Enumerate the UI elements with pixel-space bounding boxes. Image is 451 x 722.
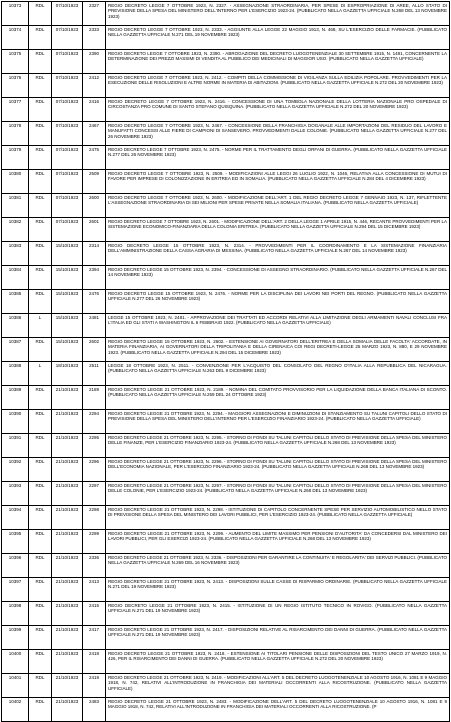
decree-code: 2483 — [83, 698, 106, 722]
decree-number: 10399 — [2, 626, 29, 650]
decree-description: REGIO DECRETO LEGGE 21 OTTOBRE 1923, N. 2417. - DISPOSIZIONI RELATIVE AL RISARCIMENTO DEI DANNI DI GUERRA. (PUBBLICATO NELLA GAZZETTA UFFICIALE N.271 DEL 19 NOVEMBRE 1923) — [106, 626, 450, 650]
decree-code: 2390 — [83, 50, 106, 74]
decree-number: 10382 — [2, 218, 29, 242]
decree-type: RDL — [29, 50, 52, 74]
decree-code: 2294 — [83, 410, 106, 434]
decree-description: REGIO DECRETO LEGGE 21 OTTOBRE 1923, N. 2336. - DISPOSIZIONI PER GARANTIRE LA CONTINUITA' E REGOLARITA' DEI SERVIZI PUBBLICI. (PUBBLICATO NELLA GAZZETTA UFFICIALE N.269 DEL 16 NOVEMBRE 1923) — [106, 554, 450, 578]
decree-description: REGIO DECRETO LEGGE 21 OTTOBRE 1923, N. 2294. - MAGGIORI ASSEGNAZIONI E DIMINUZIONI DI STANZIAMENTO SU TALUNI CAPITOLI DELLO STATO DI PREVISIONE DELLA SPESA DEL MINISTERO DELL'INTERNO PER L'ESERCIZIO FINANZIARIO 1923-24. (PUBBLICATO NELLA GAZZETTA UFFICIALE) — [106, 410, 450, 434]
decree-number: 10379 — [2, 146, 29, 170]
decree-type: RDL — [29, 530, 52, 554]
decree-number: 10402 — [2, 698, 29, 722]
decree-date: 21/10/1923 — [52, 482, 83, 506]
decree-code: 2298 — [83, 506, 106, 530]
decree-description: REGIO DECRETO LEGGE 7 OTTOBRE 1923, N. 2333. - AGGIUNTE ALLA LEGGE 22 MAGGIO 1913, N. 468, SU L'ESERCIZIO DELLE FARMACIE. (PUBBLICATO NELLA GAZZETTA UFFICIALE N.271 DEL 19 NOVEMBRE 1923) — [106, 26, 450, 50]
decree-type: RDL — [29, 74, 52, 98]
decree-code: 2394 — [83, 266, 106, 290]
decree-code: 2419 — [83, 674, 106, 698]
table-row — [2, 194, 450, 218]
table-row — [2, 554, 450, 578]
decree-type: L — [29, 314, 52, 338]
decree-type: RDL — [29, 26, 52, 50]
decree-date: 21/10/1923 — [52, 506, 83, 530]
decree-type: RDL — [29, 98, 52, 122]
table-row — [2, 242, 450, 266]
table-row — [2, 146, 450, 170]
decree-date: 21/10/1923 — [52, 458, 83, 482]
decree-type: RDL — [29, 338, 52, 362]
decree-code: 2481 — [83, 314, 106, 338]
decree-date: 21/10/1923 — [52, 602, 83, 626]
decree-type: RDL — [29, 626, 52, 650]
decree-number: 10373 — [2, 2, 29, 26]
decree-date: 21/10/1923 — [52, 410, 83, 434]
table-row — [2, 2, 450, 26]
decree-type: RDL — [29, 410, 52, 434]
decree-description: REGIO DECRETO LEGGE 15 OTTOBRE 1923, N. 2394. - CONCESSIONE DI ASSEGNO STRAORDINARIO. (PUBBLICATO NELLA GAZZETTA UFFICIALE N.267 DEL 14 NOVEMBRE 1923) — [106, 266, 450, 290]
decree-code: 2601 — [83, 218, 106, 242]
decree-description: LEGGE 18 OTTOBRE 1923, N. 2511. - CONVENZIONE PER L'ACQUISTO DEL CONSOLATO DEL REGNO D'ITALIA ALLA REPUBBLICA DEL NICARAGUA. (PUBBLICATO NELLA GAZZETTA UFFICIALE N.263 DEL 9 DICEMBRE 1923) — [106, 362, 450, 386]
table-row — [2, 98, 450, 122]
decree-description: REGIO DECRETO LEGGE 21 OTTOBRE 1923, N. 2298. - ISTITUZIONE DI CAPITOLO CONCERNENTE SPESE PER SERVIZIO AUTOMOBILISTICO NELLO STATO DI PREVISIONE DELLA SPESA DEL MINISTERO DEI LAVORI PUBBLICI, PER L'ESERCIZIO 1923-24. (PUBBLICATO NELLA GAZZETTA UFFICIALE) — [106, 506, 450, 530]
decree-number: 10383 — [2, 242, 29, 266]
decree-code: 2416 — [83, 98, 106, 122]
decree-code: 2417 — [83, 626, 106, 650]
decree-number: 10400 — [2, 650, 29, 674]
decree-date: 07/10/1923 — [52, 26, 83, 50]
decree-type: RDL — [29, 554, 52, 578]
decree-description: REGIO DECRETO LEGGE 7 OTTOBRE 1923, N. 2390. - ABROGAZIONE DEL DECRETO LUOGOTENENZIALE 30 SETTEMBRE 1915, N. 1481, CONCERNENTE LA DETERMINAZIONE DEI PREZZI MASSIMI DI VENDITA AL PUBBLICO DEI MEDICINALI DI MAGGIOR USO. (PUBBLICATO NELLA GAZZETTA UFFICIALE) — [106, 50, 450, 74]
decree-code: 2299 — [83, 530, 106, 554]
table-row — [2, 506, 450, 530]
decree-description: REGIO DECRETO LEGGE 21 OTTOBRE 1923, N. 2483. - MODIFICAZIONE DELL'ART. 5 DEL DECRETO LUOGOTENENZIALE 10 AGOSTO 1916, N. 1081 E 9 MAGGIO 1918, N. 742, RELATIVI ALL'INTRODUZIONE IN FRANCHIGIA DEI MATERIALI OCCORRENTI ALLA RICOSTRUZIONE. (P — [106, 698, 450, 722]
table-row — [2, 410, 450, 434]
decree-type: RDL — [29, 434, 52, 458]
decree-date: 07/10/1923 — [52, 2, 83, 26]
table-row — [2, 362, 450, 386]
decree-date: 07/10/1923 — [52, 170, 83, 194]
decree-number: 10389 — [2, 386, 29, 410]
decree-code: 2297 — [83, 482, 106, 506]
decree-code: 2336 — [83, 554, 106, 578]
decree-description: REGIO DECRETO LEGGE 15 OTTOBRE 1923, N. 2476. - NORME PER LA DISCIPLINA DEI LAVORI NEI PORTI DEL REGNO. (PUBBLICATO NELLA GAZZETTA UFFICIALE N.277 DEL 26 NOVEMBRE 1923) — [106, 290, 450, 314]
table-row — [2, 482, 450, 506]
decree-number: 10395 — [2, 530, 29, 554]
table-row — [2, 458, 450, 482]
table-row — [2, 314, 450, 338]
decree-date: 07/10/1923 — [52, 146, 83, 170]
decree-number: 10396 — [2, 554, 29, 578]
decree-code: 2314 — [83, 242, 106, 266]
decree-type: RDL — [29, 578, 52, 602]
decree-date: 07/10/1923 — [52, 74, 83, 98]
decree-number: 10377 — [2, 98, 29, 122]
decree-code: 2333 — [83, 26, 106, 50]
decree-number: 10374 — [2, 26, 29, 50]
table-row — [2, 578, 450, 602]
decree-number: 10391 — [2, 434, 29, 458]
decree-date: 21/10/1923 — [52, 626, 83, 650]
decree-type: RDL — [29, 482, 52, 506]
decree-type: RDL — [29, 506, 52, 530]
decree-number: 10375 — [2, 50, 29, 74]
table-row — [2, 530, 450, 554]
decree-description: REGIO DECRETO LEGGE 21 OTTOBRE 1923, N. 2415. - ISTITUZIONE DI UN REGIO ISTITUTO TECNICO IN ROVIGO. (PUBBLICATO NELLA GAZZETTA UFFICIALE N.271 DEL 19 NOVEMBRE 1923) — [106, 602, 450, 626]
decree-type: RDL — [29, 146, 52, 170]
decree-description: REGIO DECRETO LEGGE 21 OTTOBRE 1923, N. 2189. - NOMINA DEL COMITATO PROVVISORIO PER LA LIQUIDAZIONE DELLA BANCA ITALIANA DI SCONTO. (PUBBLICATO NELLA GAZZETTA UFFICIALE N.259 DEL 24 OTTOBRE 1923) — [106, 386, 450, 410]
decree-description: REGIO DECRETO LEGGE 21 OTTOBRE 1923, N. 2297. - STORNO DI FONDI SU TALUNI CAPITOLI DELLO STATO DI PREVISIONE DELLA SPESA DEL MINISTERO DELLE COLONIE, PER L'ESERCIZIO 1923-24. (PUBBLICATO NELLA GAZZETTA UFFICIALE N.268 DEL 13 NOVEMBRE 1923) — [106, 482, 450, 506]
decree-number: 10381 — [2, 194, 29, 218]
decree-code: 2413 — [83, 578, 106, 602]
table-row — [2, 266, 450, 290]
decree-type: RDL — [29, 218, 52, 242]
decree-type: RDL — [29, 602, 52, 626]
decree-description: REGIO DECRETO LEGGE 15 OTTOBRE 1923, N. 2314. - PROVVEDIMENTI PER IL COORDINAMENTO E LA SISTEMAZIONE FINANZIARIA DELL'AMMINISTRAZIONE DELLA CASSA AGRARIA DI MESSINA. (PUBBLICATO NELLA GAZZETTA UFFICIALE N.267 DEL 14 NOVEMBRE 1923) — [106, 242, 450, 266]
decree-code: 2412 — [83, 74, 106, 98]
decree-code: 2415 — [83, 602, 106, 626]
decree-type: RDL — [29, 2, 52, 26]
decree-date: 21/10/1923 — [52, 650, 83, 674]
decree-description: REGIO DECRETO LEGGE 21 OTTOBRE 1923, N. 2299. - AUMENTO DEL LIMITE MASSIMO PER PENSIONI D'AUTORITA' DA CONCEDERSI DAL MINISTERO DEI LAVORI PUBBLICI, PER GLI ESERCIZI 1923-24. (PUBBLICATO NELLA GAZZETTA UFFICIALE N.268 DEL 13 NOVEMBRE 1923) — [106, 530, 450, 554]
table-row — [2, 218, 450, 242]
decree-type: L — [29, 362, 52, 386]
decree-code: 2418 — [83, 650, 106, 674]
decree-type: RDL — [29, 458, 52, 482]
table-row — [2, 650, 450, 674]
decree-date: 21/10/1923 — [52, 578, 83, 602]
decree-number: 10401 — [2, 674, 29, 698]
decree-code: 2511 — [83, 362, 106, 386]
table-row — [2, 50, 450, 74]
decree-number: 10388 — [2, 362, 29, 386]
decree-code: 2509 — [83, 170, 106, 194]
decree-number: 10386 — [2, 314, 29, 338]
decree-type: RDL — [29, 698, 52, 722]
decree-description: REGIO DECRETO LEGGE 15 OTTOBRE 1923, N. 2602. - ESTENSIONE AI GOVERNATORI DELL'ERITREA E DELLA SOMALIA DELLE FACOLTA' ACCORDATE, IN MATERIA FINANZIARIA, AI GOVERNATORI DELLA TRIPOLITANIA E DELLA CIRENAICA COI REGI DECRETI-LEGGE 25 MARZO 1923, N. 880, E 29 NOVEMBRE 1923. (PUBBLICATO NELLA GAZZETTA UFFICIALE N.294 DEL 15 DICEMBRE 1923) — [106, 338, 450, 362]
decree-code: 2327 — [83, 2, 106, 26]
decree-type: RDL — [29, 170, 52, 194]
decree-description: REGIO DECRETO LEGGE 21 OTTOBRE 1923, N. 2295. - STORNO DI FONDI SU TALUNI CAPITOLI DELLO STATO DI PREVISIONE DELLA SPESA DEL MINISTERO DELLE FINANZE, PER L'ESERCIZIO FINANZIARIO 1923-24. (PUBBLICATO NELLA GAZZETTA UFFICIALE N.268 DEL 13 NOVEMBRE 1923) — [106, 434, 450, 458]
decree-number: 10387 — [2, 338, 29, 362]
decree-date: 07/10/1923 — [52, 218, 83, 242]
decree-number: 10385 — [2, 290, 29, 314]
decree-description: REGIO DECRETO LEGGE 21 OTTOBRE 1923, N. 2413. - DISPOSIZIONI SULLE CASSE DI RISPARMIO ORDINARIE. (PUBBLICATO NELLA GAZZETTA UFFICIALE N.271 DEL 19 NOVEMBRE 1923) — [106, 578, 450, 602]
decree-type: RDL — [29, 290, 52, 314]
decree-description: REGIO DECRETO LEGGE 21 OTTOBRE 1923, N. 2419. - MODIFICAZIONI ALL'ART. 5 DEL DECRETO LUOGOTENENZIALE 10 AGOSTO 1916, N. 1081 E 9 MAGGIO 1918, N. 742, RELATIVI ALL'INTRODUZIONE IN FRANCHIGIA DEI MATERIALI OCCORRENTI ALLA RICOSTRUZIONE. (PUBBLICATO NELLA GAZZETTA UFFICIALE) — [106, 674, 450, 698]
decree-type: RDL — [29, 194, 52, 218]
decree-type: RDL — [29, 122, 52, 146]
decree-number: 10384 — [2, 266, 29, 290]
decree-description: REGIO DECRETO LEGGE 7 OTTOBRE 1923, N. 2600. - MODIFICAZIONE DELL'ART. 1 DEL REGIO DECRETO LEGGE 7 GENNAIO 1923, N. 137, RIFLETTENTE L'ASSEGNAZIONE STRAORDINARIA DI SEI MILIONI PER SPESE PRIVATE NELLA SOMALIA ITALIANA. (PUBBLICATO NELLA GAZZETTA UFFICIALE) — [106, 194, 450, 218]
decree-number: 10390 — [2, 410, 29, 434]
decree-type: RDL — [29, 266, 52, 290]
decree-type: RDL — [29, 386, 52, 410]
table-row — [2, 74, 450, 98]
table-row — [2, 434, 450, 458]
decree-date: 21/10/1923 — [52, 674, 83, 698]
decree-type: RDL — [29, 650, 52, 674]
decree-number: 10398 — [2, 602, 29, 626]
decree-description: REGIO DECRETO LEGGE 7 OTTOBRE 1923, N. 2416. - CONCESSIONE DI UNA TOMBOLA NAZIONALE DELLA LOTTERIA NAZIONALE PRO OSPEDALE DI CIRCOSTANZA PRO COMUNE DI SANTO STEFANO QUISQUINA. (PUBBLICATO NELLA GAZZETTA UFFICIALE N.272 DEL 20 NOVEMBRE 1923) — [106, 98, 450, 122]
table-row — [2, 698, 450, 722]
table-row — [2, 26, 450, 50]
decree-date: 15/10/1923 — [52, 290, 83, 314]
decree-number: 10380 — [2, 170, 29, 194]
decree-date: 21/10/1923 — [52, 386, 83, 410]
decree-description: REGIO DECRETO LEGGE 7 OTTOBRE 1923, N. 2327. - ASSEGNAZIONE STRAORDINARIA, PER SPESE DI ESPROPRIAZIONE DI AREE, ALLO STATO DI PREVISIONE DELLA SPESA DEL MINISTERO DELL'INTERNO PER L'ESERCIZIO 1923-24. (PUBBLICATO NELLA GAZZETTA UFFICIALE N.268 DEL 13 NOVEMBRE 1923) — [106, 2, 450, 26]
decree-description: REGIO DECRETO LEGGE 7 OTTOBRE 1923, N. 2467. - CONCESSIONE DELLA FRANCHIGIA DOGANALE ALLE IMPORTAZIONI DEL RESIDUO DEL LAVORO E MANUFATTI CONCESSI ALLE FIERE DI CAMPIONI DI SANSEVERO. PROVVEDIMENTI DALLE COLONIE. (PUBBLICATO NELLA GAZZETTA UFFICIALE N.277 DEL 26 NOVEMBRE 1923) — [106, 122, 450, 146]
decree-register-table — [1, 1, 450, 722]
decree-description: REGIO DECRETO LEGGE 7 OTTOBRE 1923, N. 2601. - MODIFICAZIONE DELL'ART. 2 DELLA LEGGE 1 APRILE 1915, N. 446, RECANTE PROVVEDIMENTI PER LA SISTEMAZIONE ECONOMICO-FINANZIARIA DELLA COLONIA ERITREA. (PUBBLICATO NELLA GAZZETTA UFFICIALE N.294 DEL 15 DICEMBRE 1923) — [106, 218, 450, 242]
decree-date: 07/10/1923 — [52, 98, 83, 122]
decree-description: REGIO DECRETO LEGGE 21 OTTOBRE 1923, N. 2296. - STORNO DI FONDI SU TALUNI CAPITOLI DELLO STATO DI PREVISIONE DELLA SPESA DEL MINISTERO DELL'ECONOMIA NAZIONALE, PER L'ESERCIZIO FINANZIARIO 1923-24. (PUBBLICATO NELLA GAZZETTA UFFICIALE N.268 DEL 13 NOVEMBRE 1923) — [106, 458, 450, 482]
decree-number: 10376 — [2, 74, 29, 98]
decree-type: RDL — [29, 242, 52, 266]
table-row — [2, 602, 450, 626]
decree-date: 21/10/1923 — [52, 554, 83, 578]
decree-code: 2602 — [83, 338, 106, 362]
table-row — [2, 626, 450, 650]
decree-description: REGIO DECRETO LEGGE 21 OTTOBRE 1923, N. 2418. - ESTENSIONE AI TITOLARI PENSIONE DELLE DISPOSIZIONI DEL TESTO UNICO 27 MARZO 1919, N. 426, PER IL RISARCIMENTO DEI DANNI DI GUERRA. (PUBBLICATO NELLA GAZZETTA UFFICIALE N.272 DEL 20 NOVEMBRE 1923) — [106, 650, 450, 674]
decree-date: 21/10/1923 — [52, 698, 83, 722]
decree-description: REGIO DECRETO LEGGE 7 OTTOBRE 1923, N. 2412. - COMPITI DELLA COMMISSIONE DI VIGILANZA SULLA EDILIZIA POPOLARE. PROVVEDIMENTI PER LA ESECUZIONE DELLE RISOLUZIONI E ALTRE NORME IN MATERIA DI ABITAZIONI. (PUBBLICATO NELLA GAZZETTA UFFICIALE N.272 DEL 20 NOVEMBRE 1923) — [106, 74, 450, 98]
decree-code: 2600 — [83, 194, 106, 218]
decree-number: 10394 — [2, 506, 29, 530]
decree-date: 21/10/1923 — [52, 530, 83, 554]
decree-date: 15/10/1923 — [52, 314, 83, 338]
table-row — [2, 338, 450, 362]
decree-date: 07/10/1923 — [52, 50, 83, 74]
decree-code: 2476 — [83, 290, 106, 314]
decree-date: 15/10/1923 — [52, 266, 83, 290]
decree-description: REGIO DECRETO LEGGE 7 OTTOBRE 1923, N. 2475. - NORME PER IL TRATTAMENTO DEGLI ORFANI DI GUERRA. (PUBBLICATO NELLA GAZZETTA UFFICIALE N.277 DEL 26 NOVEMBRE 1923) — [106, 146, 450, 170]
table-row — [2, 290, 450, 314]
decree-date: 18/10/1923 — [52, 362, 83, 386]
table-row — [2, 122, 450, 146]
decree-code: 2296 — [83, 458, 106, 482]
decree-type: RDL — [29, 674, 52, 698]
decree-date: 15/10/1923 — [52, 242, 83, 266]
decree-number: 10392 — [2, 458, 29, 482]
decree-code: 2467 — [83, 122, 106, 146]
decree-date: 15/10/1923 — [52, 338, 83, 362]
decree-date: 07/10/1923 — [52, 194, 83, 218]
table-row — [2, 170, 450, 194]
decree-code: 2189 — [83, 386, 106, 410]
decree-number: 10378 — [2, 122, 29, 146]
decree-code: 2475 — [83, 146, 106, 170]
decree-description: LEGGE 15 OTTOBRE 1923, N. 2481. - APPROVAZIONE DEI TRATTATI ED ACCORDI RELATIVI ALLA LIMITAZIONE DEGLI ARMAMENTI NAVALI CONCLUSI FRA L'ITALIA ED GLI STATI A WASHINGTON IL 6 FEBBRAIO 1922. (PUBBLICATO NELLA GAZZETTA UFFICIALE) — [106, 314, 450, 338]
table-row — [2, 674, 450, 698]
decree-number: 10393 — [2, 482, 29, 506]
decree-number: 10397 — [2, 578, 29, 602]
decree-description: REGIO DECRETO LEGGE 7 OTTOBRE 1923, N. 2509. - MODIFICAZIONI ALLE LEGGI 26 LUGLIO 1922, N. 1046, RELATIVA ALLA CONCESSIONE DI MUTUI DI FAVORE PER IMPRESE DI COLONIZZAZIONE IN ERITREA ED IN SOMALIA. (PUBBLICATO NELLA GAZZETTA UFFICIALE N.284 DEL 4 DICEMBRE 1923) — [106, 170, 450, 194]
decree-rows — [2, 2, 450, 722]
table-row — [2, 386, 450, 410]
decree-date: 07/10/1923 — [52, 122, 83, 146]
decree-date: 21/10/1923 — [52, 434, 83, 458]
decree-code: 2295 — [83, 434, 106, 458]
